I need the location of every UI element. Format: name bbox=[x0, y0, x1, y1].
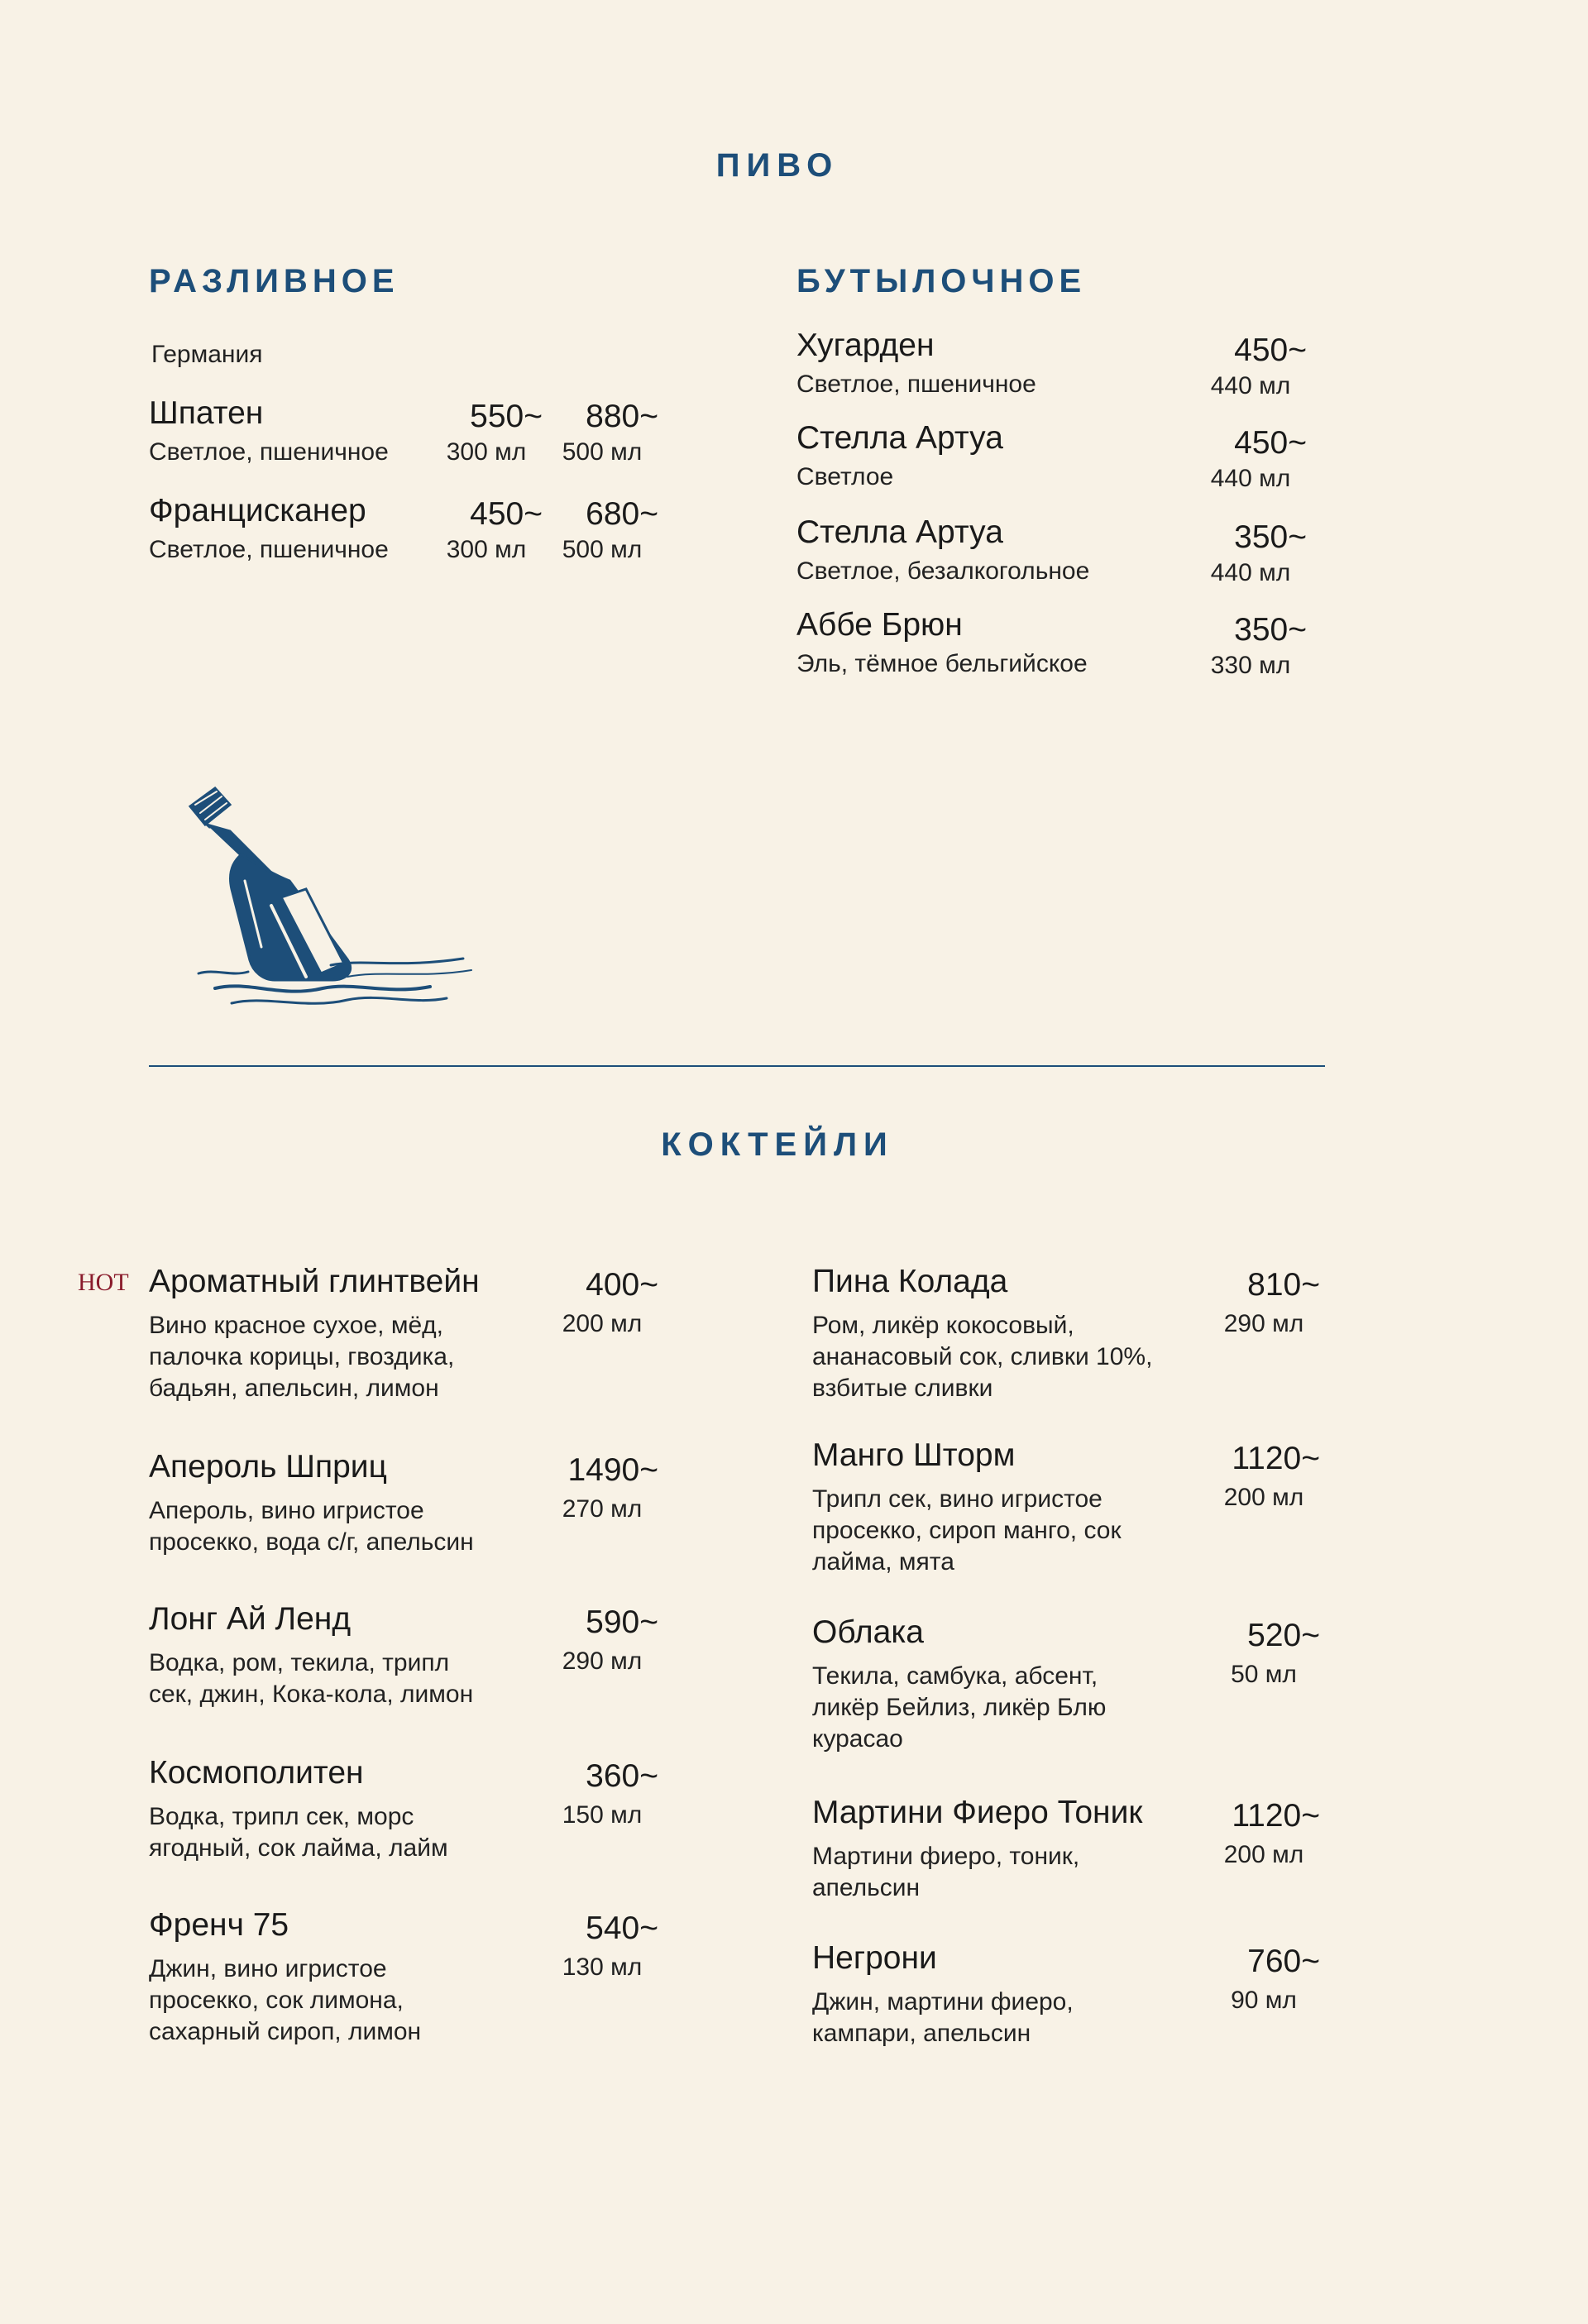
draft-beer-title: РАЗЛИВНОЕ bbox=[149, 263, 399, 299]
cocktail-name: Манго Шторм bbox=[812, 1437, 1016, 1473]
cocktail-name: Лонг Ай Ленд bbox=[149, 1601, 352, 1637]
cocktail-vol: 290 мл bbox=[562, 1647, 643, 1675]
cocktail-price: 360~ bbox=[586, 1758, 658, 1794]
cocktail-price: 590~ bbox=[586, 1604, 658, 1640]
draft-item-vol-small: 300 мл bbox=[446, 438, 527, 466]
cocktail-price: 1490~ bbox=[567, 1452, 658, 1488]
cocktail-vol: 150 мл bbox=[562, 1801, 643, 1829]
section-divider bbox=[149, 1065, 1325, 1067]
cocktail-vol: 290 мл bbox=[1223, 1310, 1304, 1337]
cocktail-name: Апероль Шприц bbox=[149, 1449, 387, 1485]
cocktails-section-title: КОКТЕЙЛИ bbox=[661, 1126, 894, 1163]
cocktail-name: Космополитен bbox=[149, 1755, 364, 1791]
bottled-item-price: 350~ bbox=[1234, 519, 1307, 555]
cocktail-desc: Джин, вино игристое просекко, сок лимона, сахарный сироп, лимон bbox=[149, 1955, 422, 2045]
draft-item-price-large: 680~ bbox=[586, 496, 658, 532]
draft-item-price-small: 450~ bbox=[470, 496, 543, 532]
cocktail-desc: Водка, ром, текила, трипл сек, джин, Кока-кола, лимон bbox=[149, 1649, 474, 1708]
draft-item-price-small: 550~ bbox=[470, 399, 543, 434]
draft-item-desc: Светлое, пшеничное bbox=[149, 536, 389, 563]
bottled-item-name: Хугарден bbox=[796, 328, 935, 363]
cocktail-price: 1120~ bbox=[1232, 1441, 1320, 1476]
cocktail-desc: Трипл сек, вино игристое просекко, сироп манго, сок лайма, мята bbox=[812, 1485, 1122, 1576]
cocktail-price: 810~ bbox=[1247, 1267, 1320, 1303]
cocktail-price: 520~ bbox=[1247, 1618, 1320, 1653]
cocktail-desc: Вино красное сухое, мёд, палочка корицы, гвоздика, бадьян, апельсин, лимон bbox=[149, 1312, 455, 1402]
cocktail-price: 760~ bbox=[1247, 1944, 1320, 1979]
cocktail-desc: Апероль, вино игристое просекко, вода с/г, апельсин bbox=[149, 1497, 474, 1556]
cocktail-vol: 200 мл bbox=[562, 1310, 643, 1337]
beer-section-title: ПИВО bbox=[715, 147, 839, 184]
bottled-beer-title: БУТЫЛОЧНОЕ bbox=[796, 263, 1087, 299]
cocktail-vol: 270 мл bbox=[562, 1495, 643, 1523]
cocktail-name: Негрони bbox=[812, 1940, 937, 1976]
cocktail-name: Ароматный глинтвейн bbox=[149, 1264, 480, 1299]
bottled-item-vol: 440 мл bbox=[1210, 465, 1291, 492]
cocktail-vol: 200 мл bbox=[1223, 1841, 1304, 1868]
cocktail-vol: 90 мл bbox=[1231, 1987, 1297, 2014]
cocktail-price: 540~ bbox=[586, 1910, 658, 1946]
bottle-in-water-icon bbox=[182, 782, 480, 1013]
cocktail-desc: Водка, трипл сек, морс ягодный, сок лайма, лайм bbox=[149, 1803, 448, 1862]
hot-label: HOT bbox=[78, 1269, 129, 1296]
cocktail-vol: 130 мл bbox=[562, 1953, 643, 1981]
draft-item-desc: Светлое, пшеничное bbox=[149, 438, 389, 466]
draft-item-price-large: 880~ bbox=[586, 399, 658, 434]
cocktail-price: 1120~ bbox=[1232, 1798, 1320, 1834]
bottled-item-desc: Светлое bbox=[796, 463, 894, 490]
bottled-item-vol: 440 мл bbox=[1210, 559, 1291, 586]
bottled-item-name: Аббе Брюн bbox=[796, 607, 963, 643]
cocktail-vol: 50 мл bbox=[1231, 1661, 1297, 1688]
cocktail-name: Облака bbox=[812, 1614, 924, 1650]
draft-country: Германия bbox=[151, 341, 263, 368]
draft-item-vol-large: 500 мл bbox=[562, 438, 643, 466]
bottled-item-price: 450~ bbox=[1234, 332, 1307, 368]
draft-item-name: Францисканер bbox=[149, 493, 366, 528]
cocktail-desc: Мартини фиеро, тоник, апельсин bbox=[812, 1843, 1080, 1901]
cocktail-name: Френч 75 bbox=[149, 1907, 289, 1943]
cocktail-desc: Джин, мартини фиеро, кампари, апельсин bbox=[812, 1988, 1074, 2047]
draft-item-name: Шпатен bbox=[149, 395, 264, 431]
bottled-item-vol: 330 мл bbox=[1210, 652, 1291, 679]
bottled-item-name: Стелла Артуа bbox=[796, 420, 1003, 456]
cocktail-price: 400~ bbox=[586, 1267, 658, 1303]
cocktail-name: Мартини Фиеро Тоник bbox=[812, 1795, 1143, 1830]
cocktail-desc: Ром, ликёр кокосовый, ананасовый сок, сливки 10%, взбитые сливки bbox=[812, 1312, 1153, 1402]
draft-item-vol-large: 500 мл bbox=[562, 536, 643, 563]
bottled-item-desc: Эль, тёмное бельгийское bbox=[796, 650, 1088, 677]
cocktail-name: Пина Колада bbox=[812, 1264, 1008, 1299]
bottled-item-price: 350~ bbox=[1234, 612, 1307, 648]
bottled-item-price: 450~ bbox=[1234, 425, 1307, 461]
bottled-item-vol: 440 мл bbox=[1210, 372, 1291, 399]
bottled-item-name: Стелла Артуа bbox=[796, 514, 1003, 550]
cocktail-desc: Текила, самбука, абсент, ликёр Бейлиз, ликёр Блю курасао bbox=[812, 1662, 1107, 1753]
bottled-item-desc: Светлое, безалкогольное bbox=[796, 557, 1090, 585]
bottled-item-desc: Светлое, пшеничное bbox=[796, 371, 1036, 398]
cocktail-vol: 200 мл bbox=[1223, 1484, 1304, 1511]
draft-item-vol-small: 300 мл bbox=[446, 536, 527, 563]
